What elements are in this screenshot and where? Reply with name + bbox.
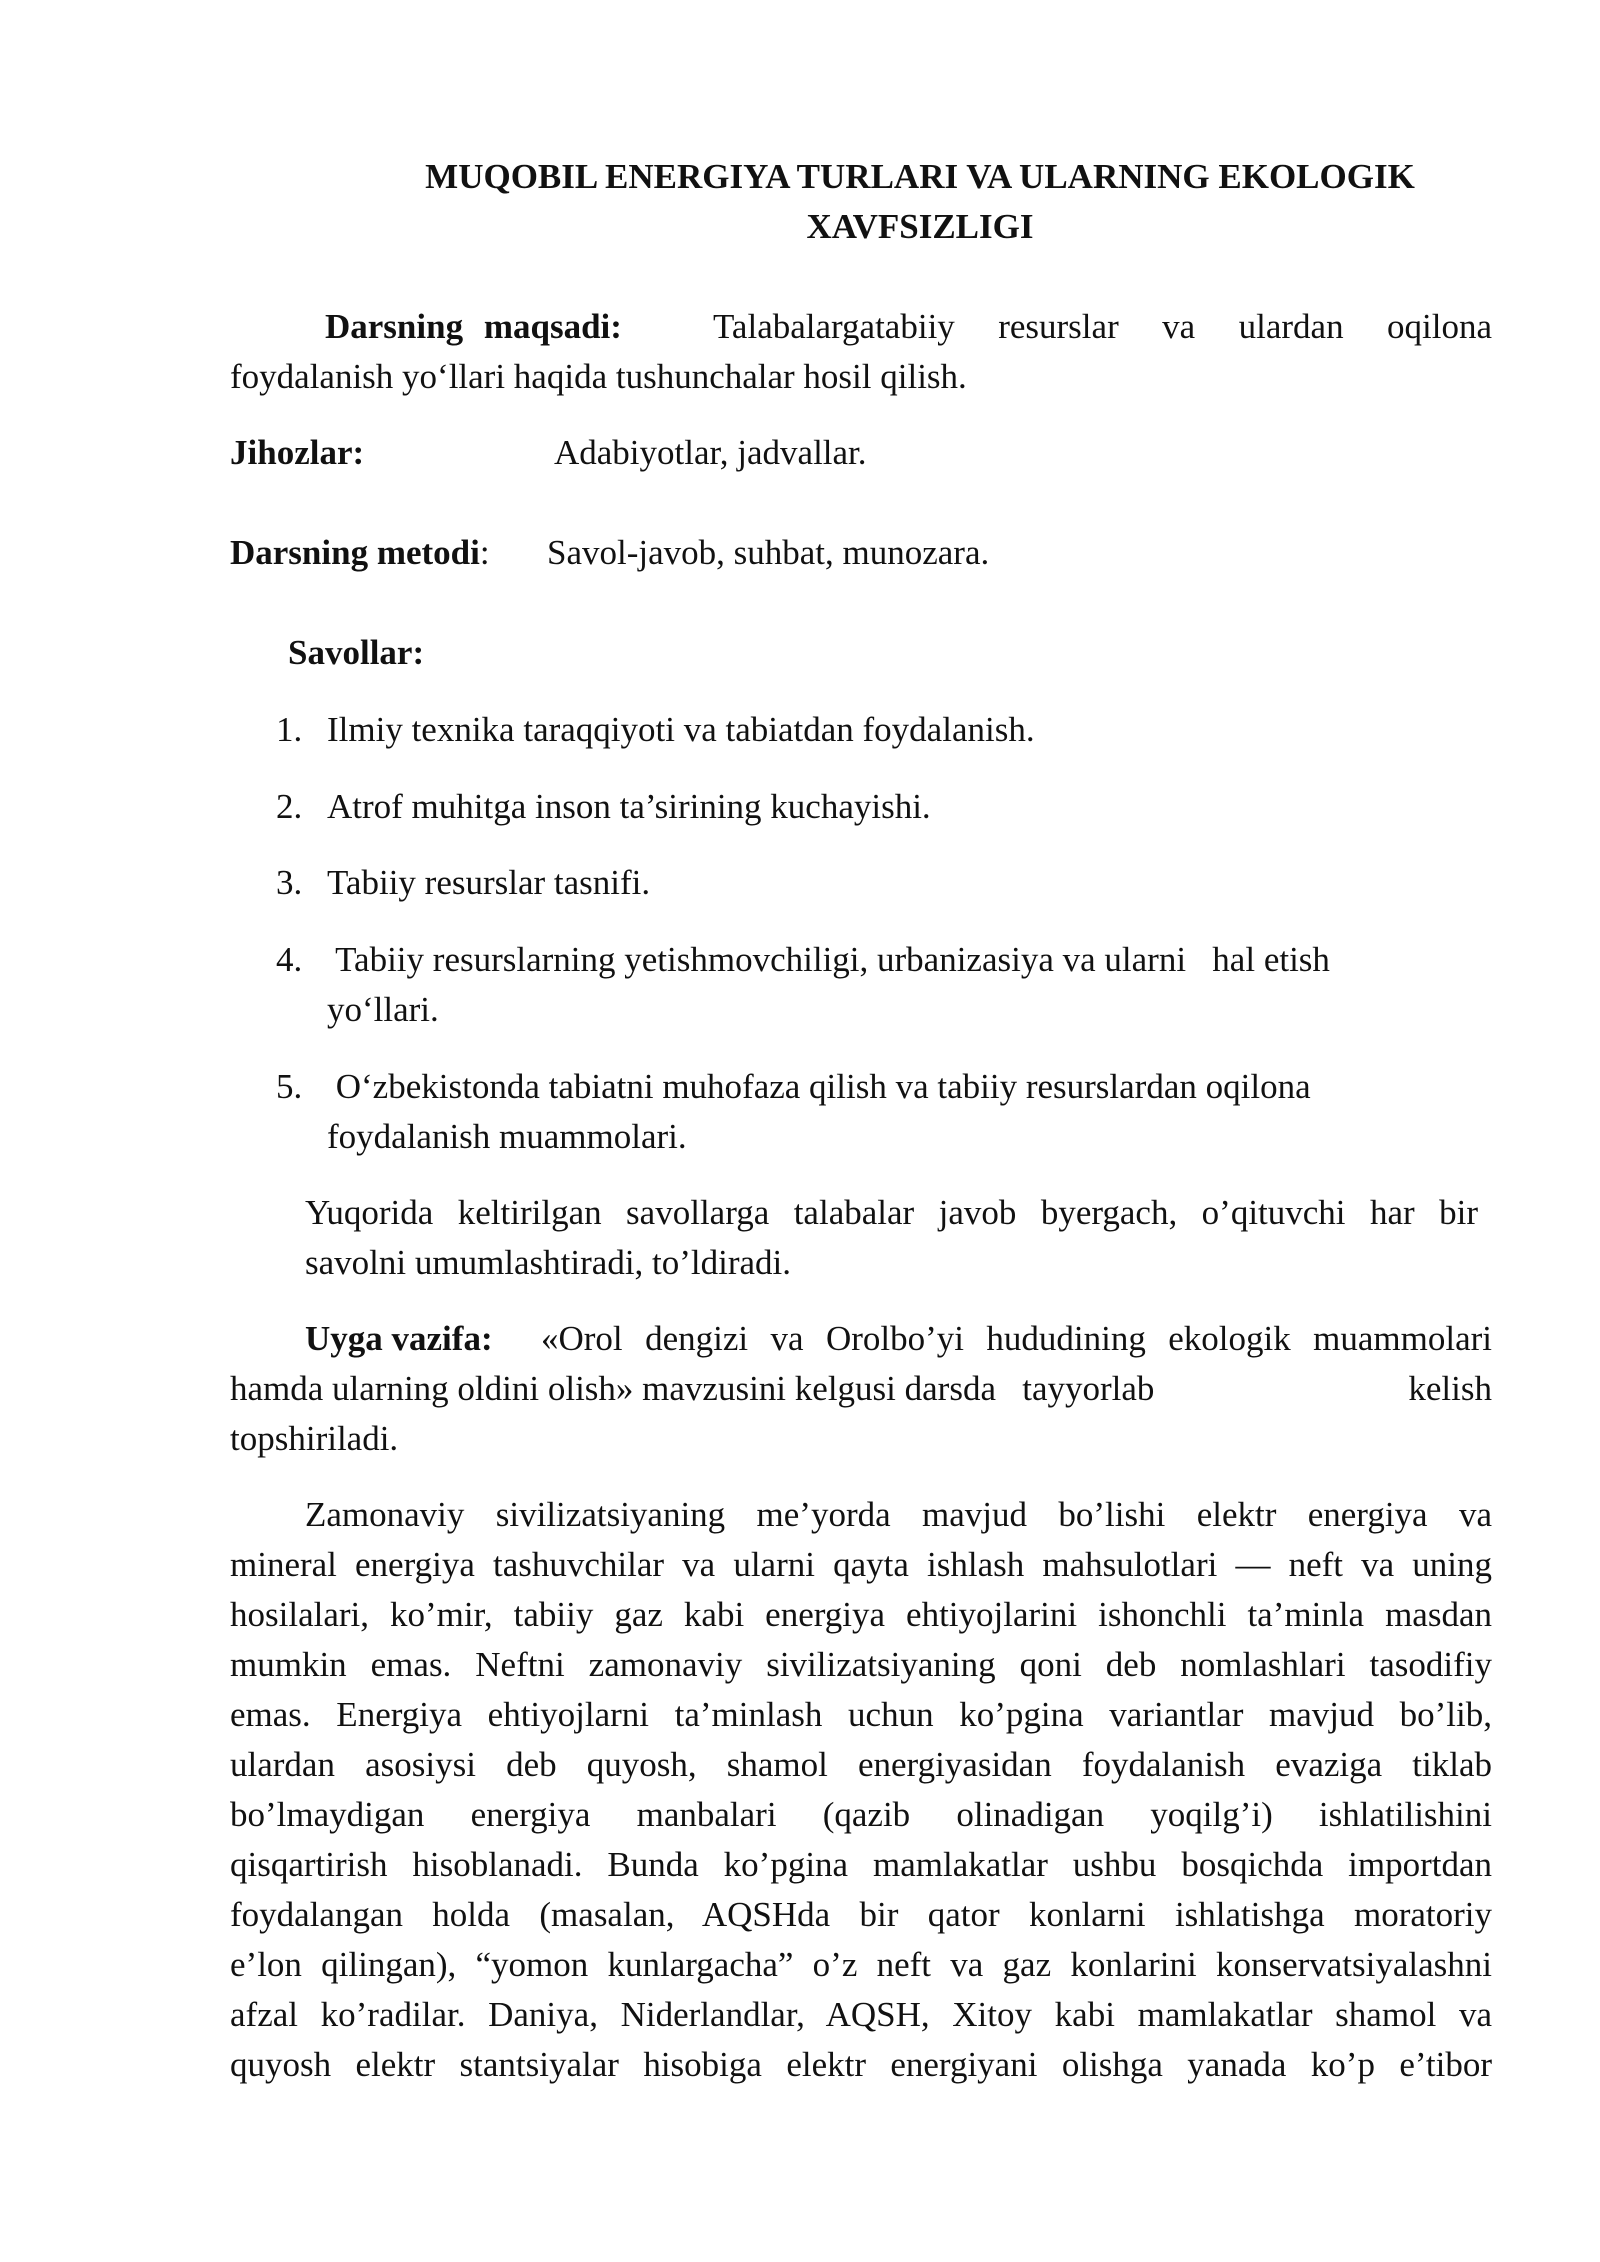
goal-label: Darsning maqsadi: [325,307,622,346]
equipment-label: Jihozlar: [230,433,365,472]
list-item-text-cont: yo‘llari. [327,990,439,1029]
goal-line-1: Talabalargatabiiy resurslar va ulardan oqilona [713,307,1492,346]
body-line: mumkin emas. Neftni zamonaviy sivilizatsiyaning qoni deb nomlashlari tasodifiy [230,1645,1492,1684]
summary-line-1: Yuqorida keltirilgan savollarga talabalar javob byergach, o’qituvchi har bir [305,1193,1478,1232]
title-line-2: XAVFSIZLIGI [806,207,1034,246]
method-colon: : [479,533,490,572]
body-line: qisqartirish hisoblanadi. Bunda ko’pgina mamlakatlar ushbu bosqichda importdan [230,1845,1492,1884]
list-item-number: 1. [276,710,303,749]
summary-line-2: savolni umumlashtiradi, to’ldiradi. [305,1243,792,1282]
body-line: bo’lmaydigan energiya manbalari (qazib olinadigan yoqilg’i) ishlatilishini [230,1795,1492,1834]
list-item-text: Tabiiy resurslar tasnifi. [327,863,651,902]
list-item-text: O‘zbekistonda tabiatni muhofaza qilish va tabiiy resurslardan oqilona [327,1067,1311,1106]
body-line: ulardan asosiysi deb quyosh, shamol energiyasidan foydalanish evaziga tiklab [230,1745,1492,1784]
method-row [230,528,490,578]
list-item-text: Atrof muhitga inson ta’sirining kuchayishi. [327,787,931,826]
list-item-number: 3. [276,863,303,902]
list-item-text-cont: foydalanish muammolari. [327,1117,687,1156]
body-line: afzal ko’radilar. Daniya, Niderlandlar, AQSH, Xitoy kabi mamlakatlar shamol va [230,1995,1492,2034]
body-line: foydalangan holda (masalan, AQSHda bir qator konlarni ishlatishga moratoriy [230,1895,1492,1934]
document-title [360,152,1480,252]
body-line: emas. Energiya ehtiyojlarni ta’minlash uchun ko’pgina variantlar mavjud bo’lib, [230,1695,1492,1734]
body-line: mineral energiya tashuvchilar va ularni qayta ishlash mahsulotlari — neft va uning [230,1545,1492,1584]
homework-line-1: «Orol dengizi va Orolbo’yi hududining ekologik muammolari [541,1319,1492,1358]
goal-line-2: foydalanish yo‘llari haqida tushunchalar hosil qilish. [230,357,967,396]
list-item-number: 2. [276,787,303,826]
list-item-text: Ilmiy texnika taraqqiyoti va tabiatdan foydalanish. [327,710,1035,749]
questions-heading: Savollar: [288,633,425,672]
body-line: e’lon qilingan), “yomon kunlargacha” o’z neft va gaz konlarini konservatsiyalashni [230,1945,1492,1984]
body-line: quyosh elektr stantsiyalar hisobiga elektr energiyani olishga yanada ko’p e’tibor [230,2045,1492,2084]
homework-line-2: hamda ularning oldini olish» mavzusini kelgusi darsda tayyorlab [230,1369,1155,1408]
equipment-value: Adabiyotlar, jadvallar. [554,433,867,472]
list-item-number: 5. [276,1067,303,1106]
method-value: Savol-javob, suhbat, munozara. [547,533,990,572]
homework-line-3: topshiriladi. [230,1419,399,1458]
list-item-number: 4. [276,940,303,979]
body-line: hosilalari, ko’mir, tabiiy gaz kabi energiya ehtiyojlarini ishonchli ta’minla masdan [230,1595,1492,1634]
title-line-1: MUQOBIL ENERGIYA TURLARI VA ULARNING EKOLOGIK [425,157,1415,196]
homework-line-2-end: kelish [1408,1369,1492,1408]
method-label: Darsning metodi [230,533,480,572]
body-line: Zamonaviy sivilizatsiyaning me’yorda mavjud bo’lishi elektr energiya va [305,1495,1492,1534]
list-item-text: Tabiiy resurslarning yetishmovchiligi, urbanizasiya va ularni hal etish [327,940,1330,979]
homework-label: Uyga vazifa: [305,1319,493,1358]
